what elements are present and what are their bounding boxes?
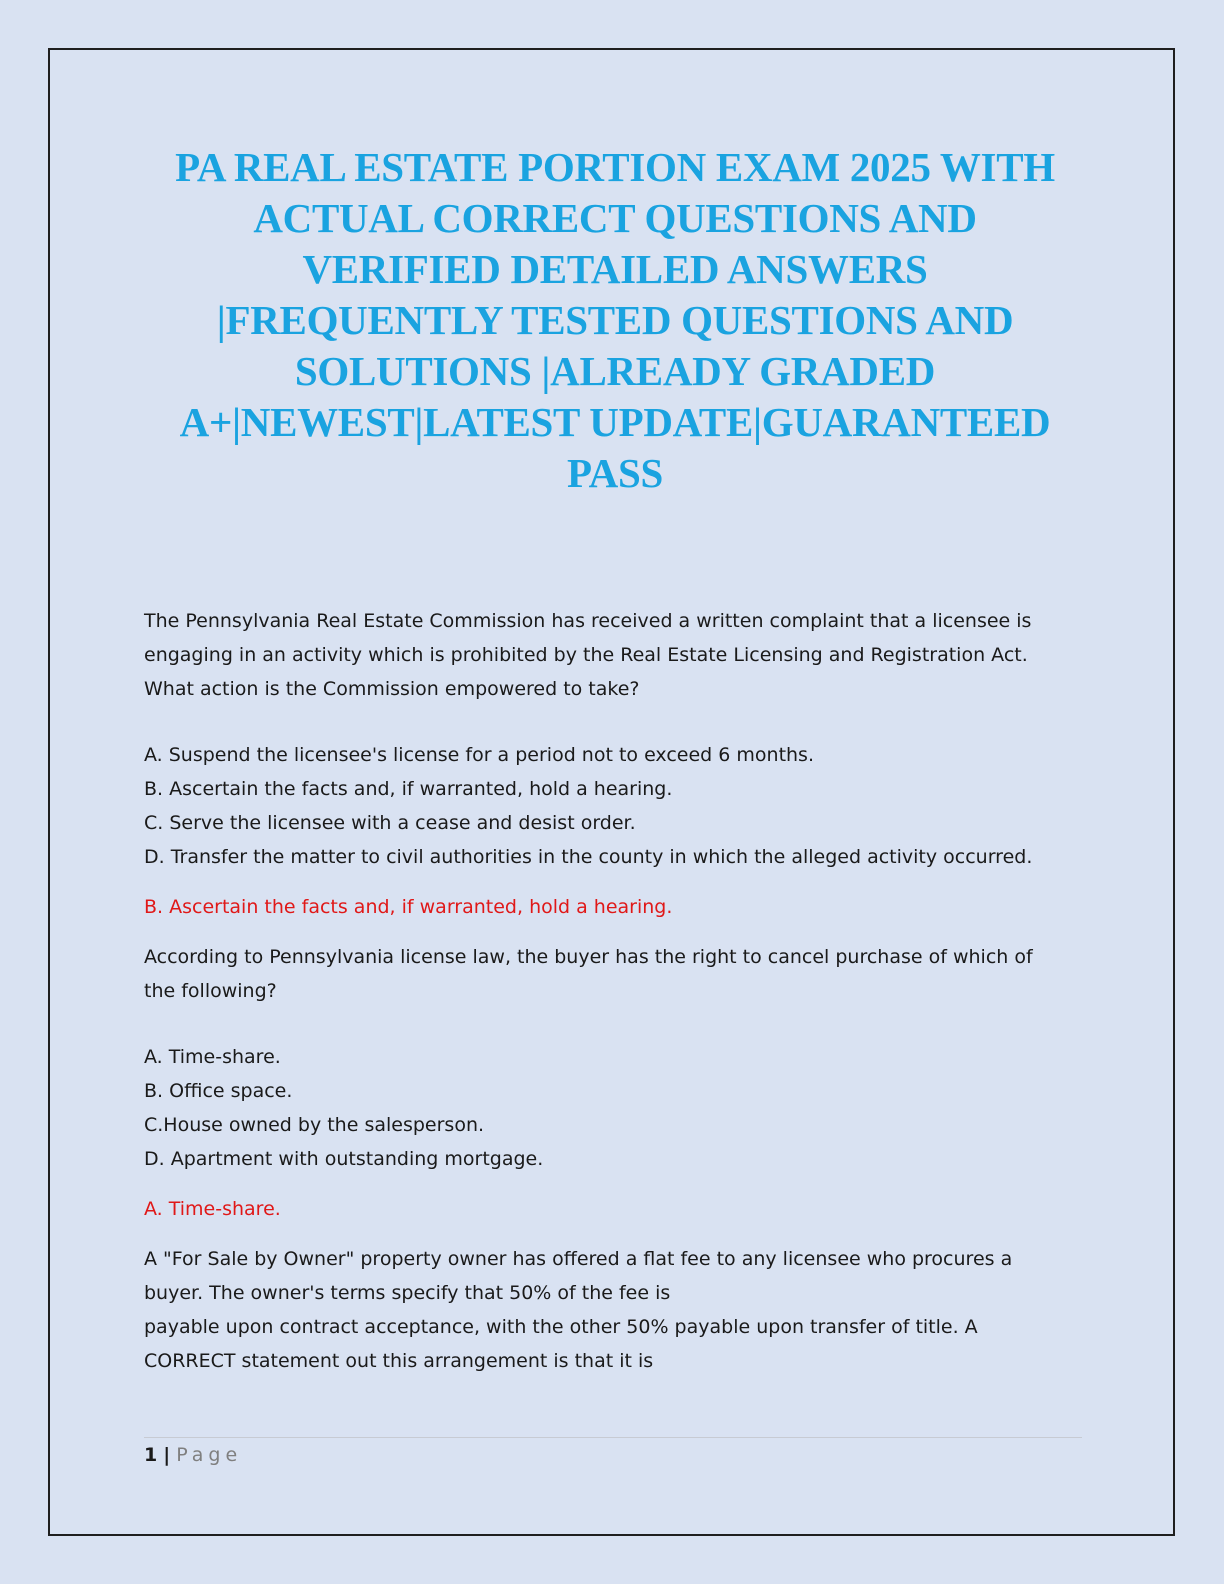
answer-option: B. Office space. bbox=[144, 1080, 293, 1102]
title-line: SOLUTIONS |ALREADY GRADED bbox=[294, 348, 936, 394]
correct-answer: A. Time-share. bbox=[144, 1198, 281, 1220]
question-stem-line: According to Pennsylvania license law, the buyer has the right to cancel purchase of which of bbox=[144, 946, 1033, 968]
footer-separator: | bbox=[163, 1444, 171, 1466]
page-footer bbox=[144, 1440, 242, 1470]
document-body bbox=[144, 604, 1084, 1378]
question-stem-line: What action is the Commission empowered to take? bbox=[144, 678, 640, 700]
title-line: A+|NEWEST|LATEST UPDATE|GUARANTEED bbox=[179, 399, 1051, 445]
answer-option: A. Suspend the licensee's license for a period not to exceed 6 months. bbox=[144, 744, 815, 766]
question-2 bbox=[144, 940, 1084, 1242]
footer-divider bbox=[144, 1437, 1082, 1438]
question-stem-line: payable upon contract acceptance, with the other 50% payable upon transfer of title. A bbox=[144, 1316, 978, 1338]
question-stem-line: engaging in an activity which is prohibited by the Real Estate Licensing and Registration Act. bbox=[144, 644, 1028, 666]
question-stem-line: buyer. The owner's terms specify that 50% of the fee is bbox=[144, 1282, 671, 1304]
question-stem-line: The Pennsylvania Real Estate Commission has received a written complaint that a licensee is bbox=[144, 610, 1032, 632]
answer-option: D. Transfer the matter to civil authorities in the county in which the alleged activity occurred. bbox=[144, 846, 1033, 868]
page-number: 1 bbox=[144, 1444, 158, 1466]
title-line: |FREQUENTLY TESTED QUESTIONS AND bbox=[216, 297, 1014, 343]
title-line: PASS bbox=[566, 450, 663, 496]
question-stem-line: A "For Sale by Owner" property owner has offered a flat fee to any licensee who procures a bbox=[144, 1248, 1013, 1270]
question-1 bbox=[144, 604, 1084, 940]
question-stem-line: the following? bbox=[144, 980, 277, 1002]
answer-option: C.House owned by the salesperson. bbox=[144, 1114, 485, 1136]
answer-option: B. Ascertain the facts and, if warranted, hold a hearing. bbox=[144, 778, 673, 800]
question-3 bbox=[144, 1242, 1084, 1378]
title-line: ACTUAL CORRECT QUESTIONS AND bbox=[253, 195, 977, 241]
correct-answer: B. Ascertain the facts and, if warranted, hold a hearing. bbox=[144, 896, 673, 918]
answer-option: A. Time-share. bbox=[144, 1046, 281, 1068]
title-line: PA REAL ESTATE PORTION EXAM 2025 WITH bbox=[175, 144, 1055, 190]
page-label: Page bbox=[176, 1444, 243, 1466]
answer-option: C. Serve the licensee with a cease and desist order. bbox=[144, 812, 636, 834]
title-line: VERIFIED DETAILED ANSWERS bbox=[302, 246, 928, 292]
question-stem-line: CORRECT statement out this arrangement is that it is bbox=[144, 1350, 654, 1372]
document-title bbox=[120, 142, 1110, 499]
answer-option: D. Apartment with outstanding mortgage. bbox=[144, 1148, 544, 1170]
